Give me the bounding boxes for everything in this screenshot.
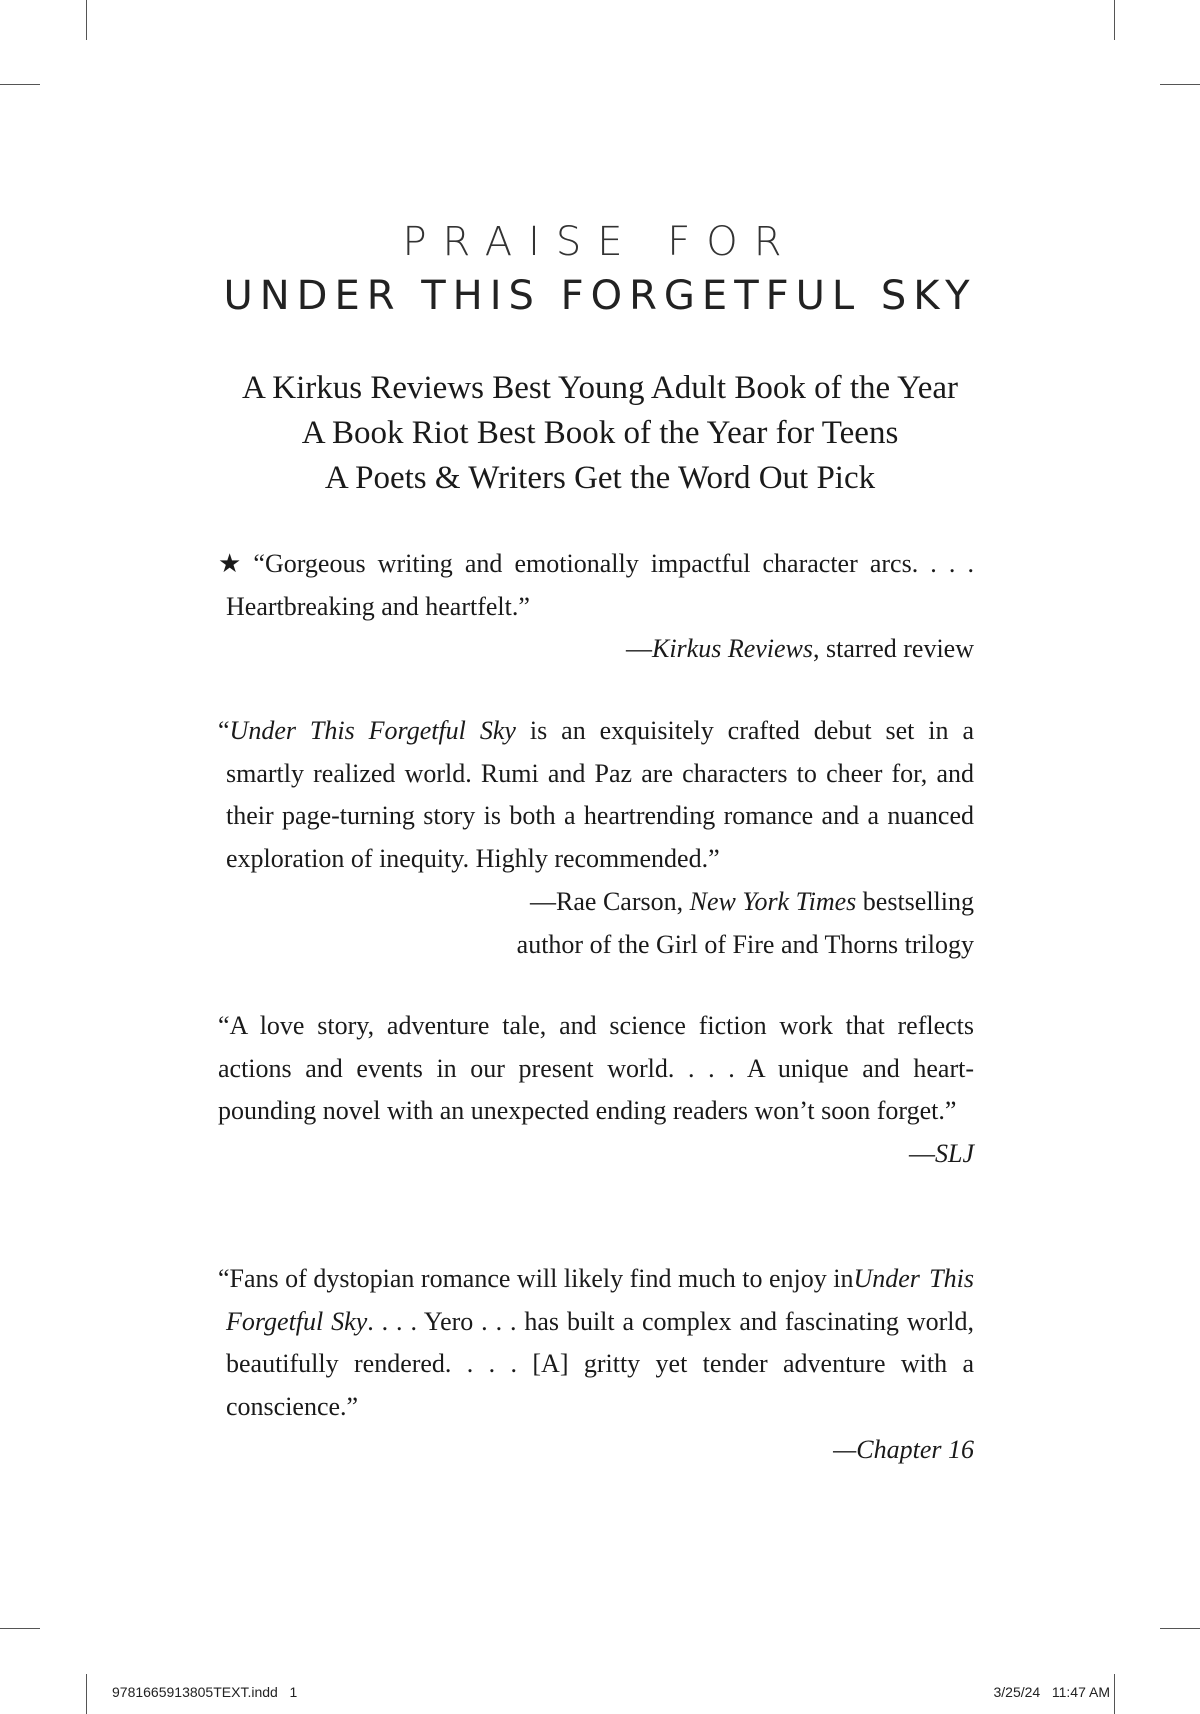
quote-text: “A love story, adventure tale, and science fiction work that reflects actions and events in our present world. . . . A unique and heart-pounding novel with an unexpected ending readers won’t soon forget.” — [218, 1011, 974, 1126]
crop-mark — [1160, 84, 1200, 85]
review-attribution-line2: author of the Girl of Fire and Thorns trilogy — [516, 929, 974, 959]
star-icon: ★ — [218, 549, 242, 578]
slug-filename: 9781665913805TEXT.indd 1 — [112, 1684, 298, 1700]
crop-mark — [0, 1628, 40, 1629]
review-quote — [218, 543, 974, 628]
book-title: Under This Forgetful Sky — [229, 716, 516, 745]
publication-name: New York Times — [689, 886, 857, 916]
review-attribution: —SLJ — [909, 1139, 974, 1169]
quote-text: is an exquisitely crafted debut set in a smartly realized world. Rumi and Paz are characters to cheer for, and their page-turning story is both a heartrending romance and a nuanced exploration of inequity. Highly recommended.” — [226, 716, 975, 874]
crop-mark — [86, 1674, 87, 1714]
crop-mark — [1114, 0, 1115, 40]
award-item: A Book Riot Best Book of the Year for Teens — [301, 415, 899, 451]
award-item: A Poets & Writers Get the Word Out Pick — [324, 460, 876, 496]
review-slj — [218, 1005, 974, 1176]
source-name: SLJ — [935, 1139, 974, 1169]
source-name: Kirkus Reviews — [651, 634, 814, 664]
crop-mark — [1160, 1628, 1200, 1629]
review-attribution: —Rae Carson, New York Times bestselling — [530, 886, 974, 916]
praise-heading: PRAISE FOR — [402, 219, 798, 265]
book-title-heading: UNDER THIS FORGETFUL SKY — [223, 273, 977, 319]
crop-mark — [1114, 1674, 1115, 1714]
slug-date: 3/25/24 11:47 AM — [993, 1684, 1110, 1700]
award-item: A Kirkus Reviews Best Young Adult Book of the Year — [242, 370, 958, 406]
review-attribution: —Kirkus Reviews, starred review — [625, 634, 974, 664]
book-title: Under This Forgetful Sky — [226, 1264, 974, 1336]
crop-mark — [0, 84, 40, 85]
quote-text: “Gorgeous writing and emotionally impactful character arcs. . . . Heartbreaking and heartfelt.” — [226, 549, 974, 621]
review-quote: “Fans of dystopian romance will likely find much to enjoy inUnder This Forgetful Sky. . . . Yero . . . has built a complex and fascinating world, beautifully rendered. . . . [A] gritty yet tender adventure with a conscience.” — [218, 1264, 974, 1422]
review-quote — [218, 1005, 974, 1133]
quote-text: . . . . Yero . . . has built a complex and fascinating world, beautifully rendered. . . . [A] gritty yet tender adventure with a conscience.” — [226, 1306, 974, 1422]
crop-mark — [86, 0, 87, 40]
review-quote: “Under This Forgetful Sky is an exquisitely crafted debut set in a smartly realized world. Rumi and Paz are characters to cheer for, and their page-turning story is both a heartrending romance and a nuanced exploration of inequity. Highly recommended.” — [218, 716, 975, 874]
review-carson — [218, 710, 975, 966]
review-kirkus — [218, 543, 974, 671]
review-chapter16 — [218, 1258, 974, 1472]
awards-list — [0, 366, 1200, 501]
review-attribution: —Chapter 16 — [833, 1434, 974, 1464]
